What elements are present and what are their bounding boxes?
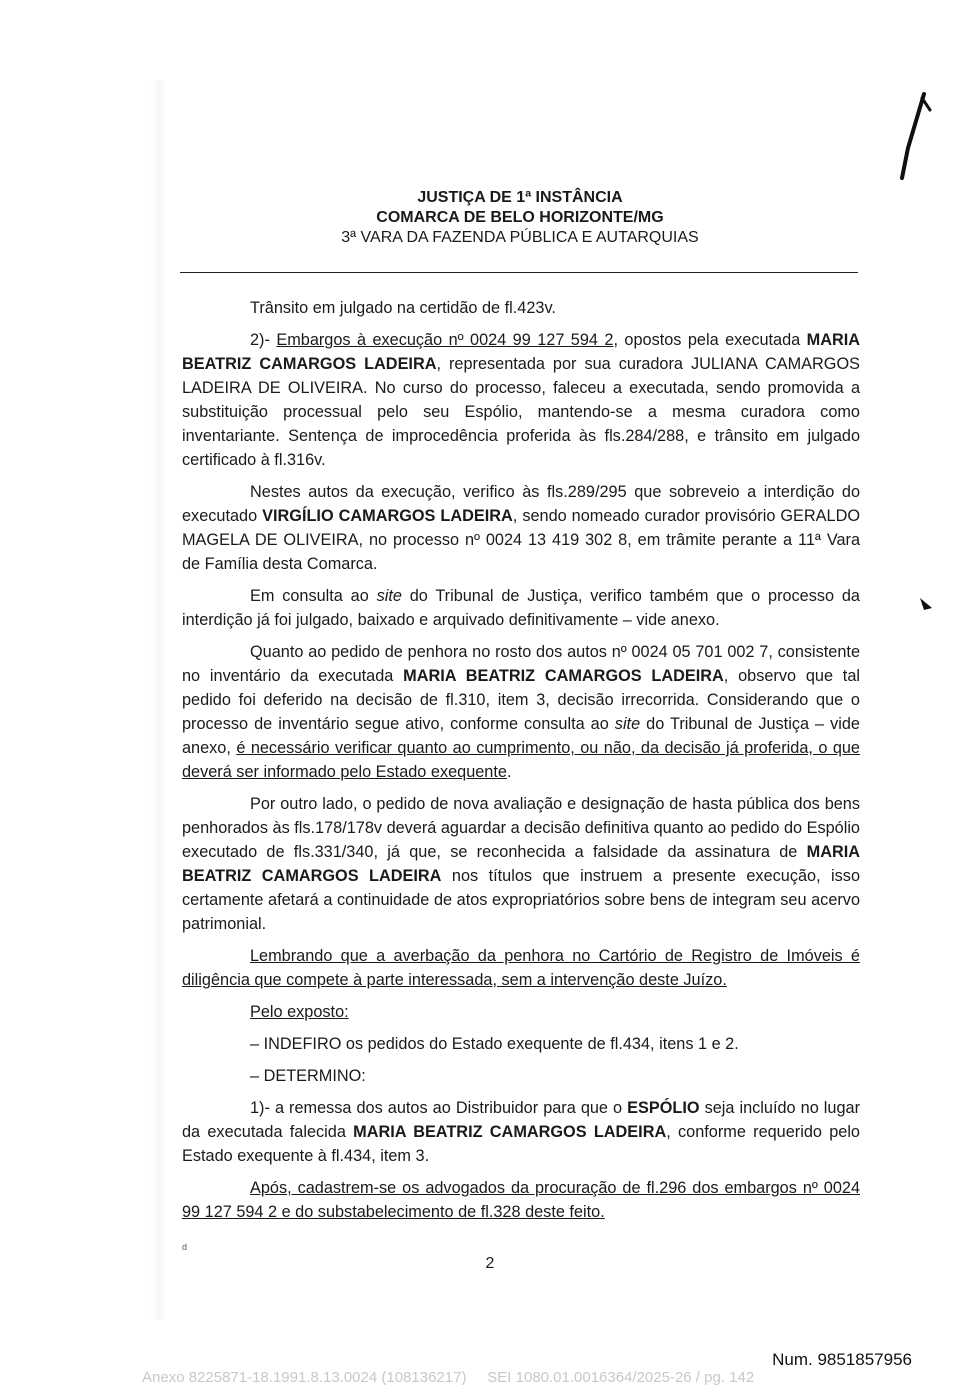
court-division: 3ª VARA DA FAZENDA PÚBLICA E AUTARQUIAS	[341, 229, 699, 246]
scan-mark	[918, 594, 936, 612]
paragraph-8: Pelo exposto:	[250, 1003, 349, 1021]
paragraph-7: Lembrando que a averbação da penhora no Cartório de Registro de Imóveis é diligência que compete à parte interessada, sem a intervenção deste Juízo.	[182, 947, 860, 989]
document-body	[182, 296, 860, 1232]
footer-watermark	[142, 1369, 754, 1386]
footer-annex: Anexo 8225871-18.1991.8.13.0024 (108136217)	[142, 1369, 467, 1386]
paragraph-12: Após, cadastrem-se os advogados da procuração de fl.296 dos embargos nº 0024 99 127 594 2 e do substabelecimento de fl.328 deste feito.	[182, 1179, 860, 1221]
paragraph-10: – DETERMINO:	[250, 1067, 366, 1085]
court-name: JUSTIÇA DE 1ª INSTÂNCIA	[417, 189, 623, 206]
paragraph-11: 1)- a remessa dos autos ao Distribuidor para que o ESPÓLIO seja incluído no lugar da executada falecida MARIA BEATRIZ CAMARGOS LADEIRA, conforme requerido pelo Estado exequente à fl.434, item 3.	[182, 1099, 860, 1165]
footer-sei: SEI 1080.01.0016364/2025-26 / pg. 142	[487, 1369, 755, 1386]
header-divider	[180, 272, 858, 273]
paragraph-5: Quanto ao pedido de penhora no rosto dos autos nº 0024 05 701 002 7, consistente no inventário da executada MARIA BEATRIZ CAMARGOS LADEIRA, observo que tal pedido foi deferido na decisão de fl.310, item 3, decisão irrecorrida. Considerando que o processo de inventário segue ativo, conforme consulta ao site do Tribunal de Justiça – vide anexo, é necessário verificar quanto ao cumprimento, ou não, da decisão já proferida, o que deverá ser informado pelo Estado exequente.	[182, 643, 860, 781]
paragraph-6: Por outro lado, o pedido de nova avaliação e designação de hasta pública dos bens penhorados às fls.178/178v deverá aguardar a decisão definitiva quanto ao pedido do Espólio executado de fls.331/340, já que, se reconhecida a falsidade da assinatura de MARIA BEATRIZ CAMARGOS LADEIRA nos títulos que instruem a presente execução, isso certamente afetará a continuidade de atos expropriatórios sobre bens de integram seu acervo patrimonial.	[182, 795, 861, 933]
page-number: 2	[485, 1255, 495, 1272]
paragraph-2: 2)- Embargos à execução nº 0024 99 127 594 2, opostos pela executada MARIA BEATRIZ CAMARGOS LADEIRA, representada por sua curadora JULIANA CAMARGOS LADEIRA DE OLIVEIRA. No curso do processo, faleceu a executada, sendo promovida a substituição processual pelo seu Espólio, mantendo-se a mesma curadora como inventariante. Sentença de improcedência proferida às fls.284/288, e trânsito em julgado certificado à fl.316v.	[182, 331, 861, 469]
paragraph-3: Nestes autos da execução, verifico às fls.289/295 que sobreveio a interdição do executado VIRGÍLIO CAMARGOS LADEIRA, sendo nomeado curador provisório GERALDO MAGELA DE OLIVEIRA, no processo nº 0024 13 419 302 8, em trâmite perante a 11ª Vara de Família desta Comarca.	[182, 483, 860, 573]
paragraph-4: Em consulta ao site do Tribunal de Justiça, verifico também que o processo da interdição já foi julgado, baixado e arquivado definitivamente – vide anexo.	[182, 587, 860, 629]
handwritten-mark	[896, 88, 936, 188]
document-header	[180, 188, 860, 248]
district-name: COMARCA DE BELO HORIZONTE/MG	[376, 209, 664, 226]
paragraph-1: Trânsito em julgado na certidão de fl.423v.	[250, 299, 556, 317]
stray-mark: d	[182, 1242, 188, 1252]
document-number: Num. 9851857956	[772, 1350, 912, 1369]
paragraph-9: – INDEFIRO os pedidos do Estado exequente de fl.434, itens 1 e 2.	[250, 1035, 739, 1053]
scan-shadow	[150, 80, 168, 1320]
